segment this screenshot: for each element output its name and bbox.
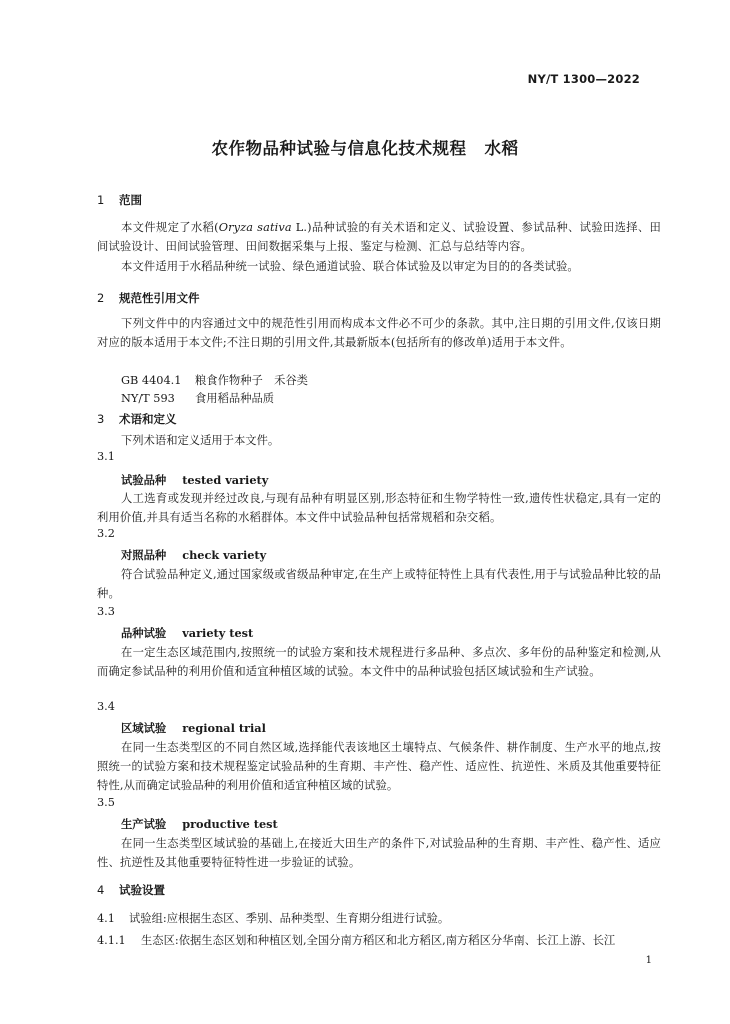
text-run: L.)品种试验的有关术语和定义、试验设置、参试品种、试验田选择、田间试验设计、田间试验管理、田间数据采集与上报、鉴定与检测、汇总与总结等内容。 — [97, 221, 661, 253]
term-cn: 生产试验 — [121, 818, 167, 831]
page-title — [0, 135, 730, 159]
section-4-heading — [97, 882, 165, 898]
clause-text: 试验组:应根据生态区、季别、品种类型、生育期分组进行试验。 — [129, 912, 450, 925]
term-cn: 对照品种 — [121, 549, 167, 562]
clause-text: 生态区:依据生态区划和种植区划,全国分南方稻区和北方稻区,南方稻区分华南、长江上游、长江 — [141, 934, 616, 947]
term-cn: 试验品种 — [121, 474, 167, 487]
term-en: regional trial — [182, 721, 266, 735]
term-number: 3.5 — [97, 796, 115, 809]
section-1-paragraph-1 — [97, 218, 661, 256]
section-title: 试验设置 — [119, 883, 165, 897]
term-en: check variety — [182, 548, 267, 562]
title-main: 农作物品种试验与信息化技术规程 — [211, 139, 467, 158]
page-number: 1 — [645, 955, 652, 966]
term-definition: 在同一生态类型区的不同自然区域,选择能代表该地区土壤特点、气候条件、耕作制度、生产水平的地点,按照统一的试验方案和技术规程鉴定试验品种的生育期、丰产性、稳产性、适应性、抗逆性、米质及其他重要特征特性,从而确定试验品种的利用价值和适宜种植区域的试验。 — [97, 741, 661, 792]
term-heading — [121, 720, 266, 736]
term-cn: 品种试验 — [121, 627, 167, 640]
text-run: 本文件规定了水稻( — [121, 221, 219, 234]
clause-item — [97, 932, 615, 948]
term-heading — [121, 816, 278, 832]
term-definition: 符合试验品种定义,通过国家级或省级品种审定,在生产上或特征特性上具有代表性,用于与试验品种比较的品种。 — [97, 568, 661, 600]
title-crop: 水稻 — [484, 139, 519, 158]
reference-code: GB 4404.1 — [121, 374, 182, 387]
section-1-heading — [97, 192, 142, 208]
term-heading — [121, 625, 253, 641]
term-number: 3.4 — [97, 700, 115, 713]
term-en: productive test — [182, 817, 278, 831]
reference-item — [121, 372, 308, 388]
term-cn: 区域试验 — [121, 722, 167, 735]
term-definition: 在同一生态类型区域试验的基础上,在接近大田生产的条件下,对试验品种的生育期、丰产性、稳产性、适应性、抗逆性及其他重要特征特性进一步验证的试验。 — [97, 837, 661, 869]
section-title: 范围 — [119, 193, 142, 207]
section-number: 2 — [97, 291, 105, 305]
term-number: 3.3 — [97, 605, 115, 618]
term-en: variety test — [182, 626, 254, 640]
term-definition: 在一定生态区域范围内,按照统一的试验方案和技术规程进行多品种、多点次、多年份的品种鉴定和检测,从而确定参试品种的利用价值和适宜种植区域的试验。本文件中的品种试验包括区域试验和生产试验。 — [97, 646, 661, 678]
section-3-heading — [97, 411, 177, 427]
term-heading — [121, 472, 268, 488]
reference-item — [121, 390, 274, 406]
clause-item — [97, 910, 449, 926]
standard-code: NY/T 1300—2022 — [527, 72, 640, 86]
reference-name: 粮食作物种子 禾谷类 — [195, 374, 308, 387]
latin-name: Oryza sativa — [218, 221, 292, 234]
section-2-heading — [97, 290, 200, 306]
section-number: 3 — [97, 412, 105, 426]
clause-number: 4.1.1 — [97, 934, 126, 947]
section-title: 术语和定义 — [119, 412, 177, 426]
section-title: 规范性引用文件 — [119, 291, 200, 305]
term-heading — [121, 547, 266, 563]
term-definition: 人工选育或发现并经过改良,与现有品种有明显区别,形态特征和生物学特性一致,遗传性状稳定,具有一定的利用价值,并具有适当名称的水稻群体。本文件中试验品种包括常规稻和杂交稻。 — [97, 492, 661, 524]
section-number: 4 — [97, 883, 105, 897]
reference-name: 食用稻品种品质 — [195, 392, 275, 405]
section-2-paragraph-1: 下列文件中的内容通过文中的规范性引用而构成本文件必不可少的条款。其中,注日期的引用文件,仅该日期对应的版本适用于本文件;不注日期的引用文件,其最新版本(包括所有的修改单)适用于本文件。 — [97, 317, 661, 349]
section-1-paragraph-2: 本文件适用于水稻品种统一试验、绿色通道试验、联合体试验及以审定为目的的各类试验。 — [121, 260, 579, 273]
clause-number: 4.1 — [97, 912, 115, 925]
reference-code: NY/T 593 — [121, 392, 175, 405]
term-number: 3.2 — [97, 527, 115, 540]
section-number: 1 — [97, 193, 105, 207]
term-number: 3.1 — [97, 450, 115, 463]
section-3-intro: 下列术语和定义适用于本文件。 — [121, 434, 280, 447]
term-en: tested variety — [182, 473, 269, 487]
